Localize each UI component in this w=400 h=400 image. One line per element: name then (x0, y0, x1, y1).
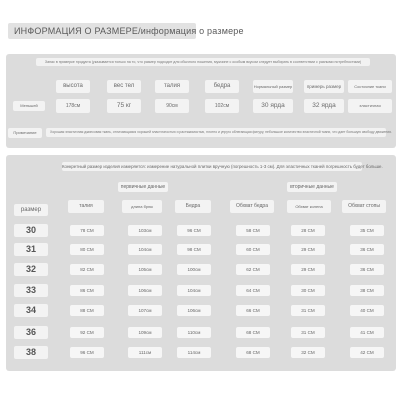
hips-36: 110см (177, 327, 211, 338)
fit-note: Запас в примерке продукта (указывается только на то, что размер подходит для обычного ношения, мужчине с особым вкусом следует выбирать в соответствии с разными потребностями) (36, 58, 370, 66)
size-33: 33 (14, 284, 48, 297)
thigh-36: 68 СМ (236, 327, 270, 338)
fit-header-weight: вес тел (107, 80, 141, 93)
col-header-thigh: Обхват бедра (230, 200, 274, 213)
hips-33: 104см (177, 285, 211, 296)
remark-text: Хорошая эластичная джинсовая ткань, отличающаяся хорошей эластичностью и растяжимостью, плотно и упруго облегающая фигуру, небольшое количество эластичной ткани, что дает большую свободу движения. (46, 128, 386, 137)
foot-30: 35 СМ (350, 225, 384, 236)
length-30: 103см (128, 225, 162, 236)
size-32: 32 (14, 263, 48, 276)
fit-row-label: Меньшей (13, 101, 45, 111)
foot-32: 36 СМ (350, 264, 384, 275)
knee-32: 29 СМ (291, 264, 325, 275)
size-31: 31 (14, 243, 48, 256)
length-36: 109см (128, 327, 162, 338)
thigh-38: 68 СМ (236, 347, 270, 358)
fit-value-hips: 102см (205, 99, 239, 113)
col-header-length: длина брюк (122, 200, 162, 213)
waist-30: 78 СМ (70, 225, 104, 236)
fit-value-normal-size: 30 ярда (253, 99, 293, 113)
size-chart-panel (6, 155, 396, 371)
page-title: ИНФОРМАЦИЯ О РАЗМЕРЕ/информация о размере (8, 23, 196, 39)
foot-31: 36 СМ (350, 244, 384, 255)
waist-38: 96 СМ (70, 347, 104, 358)
foot-38: 42 СМ (350, 347, 384, 358)
length-32: 105см (128, 264, 162, 275)
knee-31: 29 СМ (291, 244, 325, 255)
fit-header-waist: талия (155, 80, 189, 93)
knee-33: 30 СМ (291, 285, 325, 296)
hips-32: 100см (177, 264, 211, 275)
foot-33: 38 СМ (350, 285, 384, 296)
hips-34: 106см (177, 305, 211, 316)
col-header-foot: Обхват стопы (342, 200, 386, 213)
waist-33: 86 СМ (70, 285, 104, 296)
fit-value-waist: 90см (155, 99, 189, 113)
knee-30: 28 СМ (291, 225, 325, 236)
fit-value-weight: 75 кг (107, 99, 141, 113)
col-header-knee: Обхват колена (287, 200, 331, 213)
hips-30: 96 СМ (177, 225, 211, 236)
length-33: 106см (128, 285, 162, 296)
group-label-secondary: вторичные данные (287, 182, 337, 192)
thigh-33: 64 СМ (236, 285, 270, 296)
waist-31: 80 СМ (70, 244, 104, 255)
size-column-header: размер (14, 204, 48, 216)
remark-label: Примечание (8, 128, 42, 138)
foot-34: 40 СМ (350, 305, 384, 316)
col-header-hips: Бедра (175, 200, 211, 213)
length-34: 107см (128, 305, 162, 316)
foot-36: 41 СМ (350, 327, 384, 338)
fit-header-normal-size: Нормальный размер (253, 80, 293, 93)
length-31: 104см (128, 244, 162, 255)
thigh-30: 58 СМ (236, 225, 270, 236)
fit-header-height: высота (56, 80, 90, 93)
hips-38: 114см (177, 347, 211, 358)
waist-32: 82 СМ (70, 264, 104, 275)
size-chart-note: Конкретный размер изделия измеряется: измерение натуральной плитки вручную (погрешность 1-3 см). Для эластичных тканей погрешность будет больше. (62, 164, 383, 169)
thigh-31: 60 СМ (236, 244, 270, 255)
col-header-waist: талия (68, 200, 104, 213)
thigh-34: 66 СМ (236, 305, 270, 316)
knee-36: 31 СМ (291, 327, 325, 338)
waist-36: 92 СМ (70, 327, 104, 338)
fit-value-height: 178см (56, 99, 90, 113)
hips-31: 98 СМ (177, 244, 211, 255)
knee-34: 31 СМ (291, 305, 325, 316)
knee-38: 32 СМ (291, 347, 325, 358)
length-38: 111см (128, 347, 162, 358)
waist-34: 88 СМ (70, 305, 104, 316)
group-label-primary: первичные данные (118, 182, 168, 192)
size-38: 38 (14, 346, 48, 359)
fit-header-try-size-1: примерь размер (304, 80, 344, 93)
fit-value-fabric: эластичная (348, 99, 392, 113)
fit-header-fabric: Состояние ткани (348, 80, 392, 93)
size-30: 30 (14, 224, 48, 237)
fit-header-hips: бедра (205, 80, 239, 93)
size-34: 34 (14, 304, 48, 317)
size-36: 36 (14, 326, 48, 339)
thigh-32: 62 СМ (236, 264, 270, 275)
fit-value-try-size: 32 ярда (304, 99, 344, 113)
